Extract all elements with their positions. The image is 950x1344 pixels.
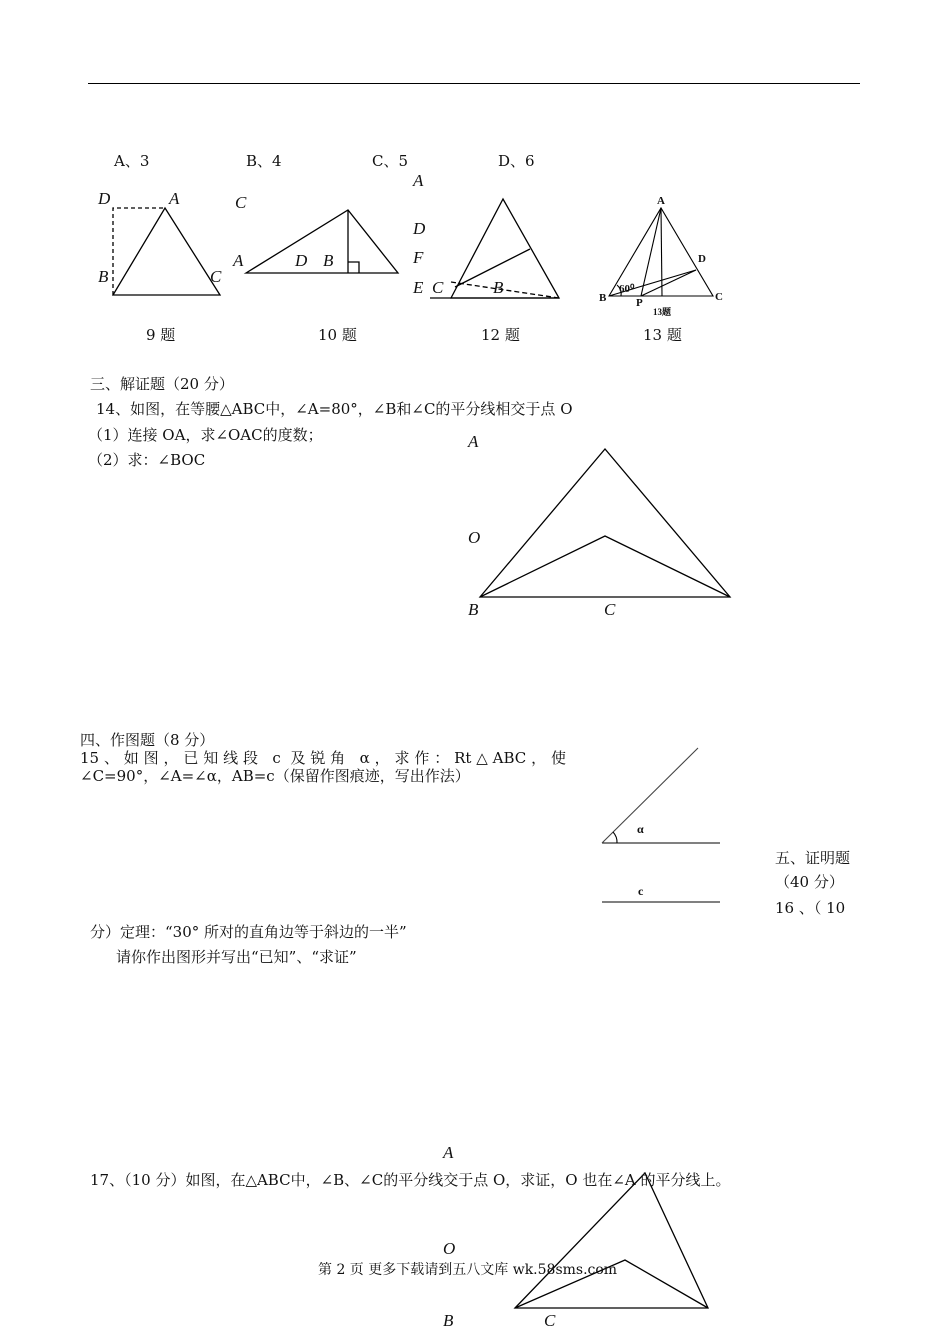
fig12-label-A: A [413, 171, 424, 190]
caption-9: 9 题 [146, 326, 176, 344]
fig15-alpha: α [637, 822, 644, 836]
fig10-label-D: D [295, 251, 308, 270]
fig17-label-C: C [544, 1311, 556, 1330]
figure-17 [515, 1173, 708, 1308]
q14-line1: 14、如图，在等腰△ABC中，∠A=80°，∠B和∠C的平分线相交于点 O [96, 400, 573, 418]
fig13-angle: 60⁰ [619, 283, 635, 295]
section3-heading: 三、解证题（20 分） [90, 375, 234, 393]
q15-line2: ∠C=90°，∠A=∠α，AB=c（保留作图痕迹，写出作法） [80, 767, 470, 785]
q16-line1: 分）定理：“30° 所对的直角边等于斜边的一半” [90, 923, 407, 941]
fig14-label-B: B [468, 600, 479, 619]
fig9-label-A: A [169, 189, 180, 208]
fig10-label-B: B [323, 251, 334, 270]
fig13-label-C: C [715, 291, 723, 303]
fig9-label-B: B [98, 267, 109, 286]
figure-14 [480, 449, 730, 597]
fig14-label-C: C [604, 600, 616, 619]
fig14-label-A: A [468, 432, 479, 451]
fig10-label-A: A [233, 251, 244, 270]
section4-heading: 四、作图题（8 分） [80, 731, 215, 749]
fig13-label-P: P [636, 297, 643, 309]
q15-line1: 15、如图，已知线段 c 及锐角 α，求作：Rt△ABC，使 [80, 749, 566, 767]
fig12-label-D: D [413, 219, 426, 238]
fig12-label-B: B [493, 278, 504, 297]
q17-text: 17、（10 分）如图，在△ABC中，∠B、∠C的平分线交于点 O，求证，O 也在∠A 的平分线上。 [90, 1171, 731, 1189]
fig9-label-C: C [210, 267, 222, 286]
figure-10 [246, 210, 398, 273]
fig13-label-A: A [657, 195, 665, 207]
option-d: D、6 [498, 152, 535, 170]
fig9-label-D: D [98, 189, 111, 208]
caption-10: 10 题 [318, 326, 357, 344]
fig12-label-F: F [413, 248, 424, 267]
option-b: B、4 [246, 152, 282, 170]
fig14-label-O: O [468, 528, 481, 547]
caption-13: 13 题 [643, 326, 682, 344]
section5-heading-1: 五、证明题 [775, 849, 851, 867]
option-a: A、3 [114, 152, 150, 170]
fig13-caption: 13题 [653, 307, 672, 317]
figure-9 [113, 208, 220, 295]
section5-heading-2: （40 分） [775, 873, 844, 891]
figure-15 [602, 748, 720, 902]
q14-part2: （2）求：∠BOC [88, 451, 206, 469]
fig10-label-C: C [235, 193, 247, 212]
fig12-label-E: E [413, 278, 424, 297]
fig13-label-B: B [599, 292, 607, 304]
option-c: C、5 [372, 152, 409, 170]
q16-prefix: 16 、（ 10 [775, 899, 846, 917]
q16-line2: 请你作出图形并写出“已知”、“求证” [116, 948, 357, 966]
fig17-label-O: O [443, 1239, 456, 1258]
fig15-c: c [638, 884, 644, 898]
fig17-label-B: B [443, 1311, 454, 1330]
footer-text: 第 2 页 更多下载请到五八文库 wk.58sms.com [318, 1262, 618, 1278]
fig17-label-A: A [443, 1143, 454, 1162]
q14-part1: （1）连接 OA，求∠OAC的度数； [88, 426, 323, 444]
fig12-label-C: C [432, 278, 444, 297]
fig13-label-D: D [698, 253, 706, 265]
caption-12: 12 题 [481, 326, 520, 344]
